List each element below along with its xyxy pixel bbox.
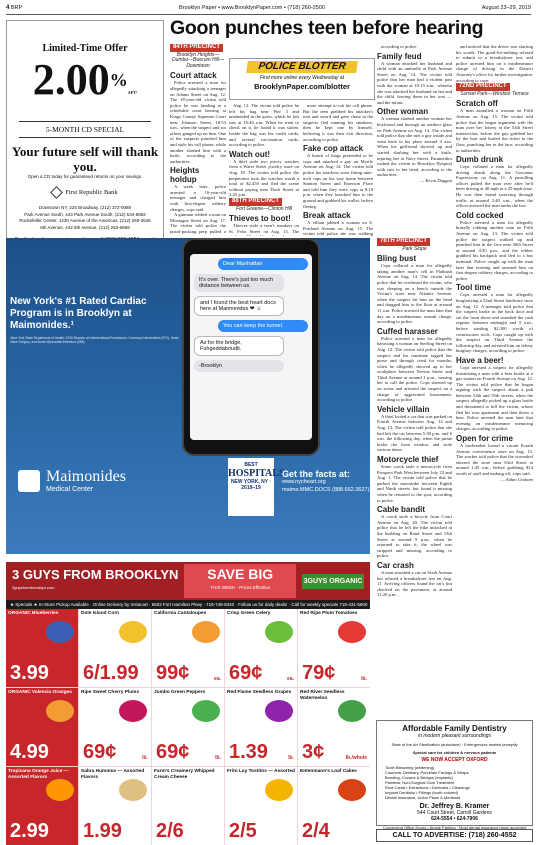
dental-services: [377, 763, 532, 802]
product-price: 2/5: [229, 820, 257, 842]
product-image: [338, 779, 366, 801]
article-text: A gunman robbed a man on Montague Street on Aug. 17. The victim told police the pistol-packing perp pulled a: [170, 212, 226, 235]
product-name: Red Flame Seedless Grapes: [227, 690, 292, 695]
article-text: A thief stole two pricey watches from a Water Street jewelry store on Aug. 18. The victim told police the perpetrator took the watches worth a total of $2,450 and fled the scene without paying near Dock Street at 2:25 p.m.: [229, 158, 299, 198]
article-text: more attempt to rob his cell phone. But the teen grabbed his attacker's iron and sword and gave chase in the suspects fled running his sneakers, then he kept one by himself, believing it was their exit direction, according to police.: [303, 103, 373, 142]
product-price: 79¢: [302, 662, 336, 684]
hospital-headline: New York's #1 Rated Cardiac Program is in Brooklyn at Maimonides.¹: [10, 296, 147, 331]
precinct-area: Park Slope: [402, 245, 427, 252]
hospital-contact[interactable]: Get the facts at: www.nycheart.org maimo.MMC.DOCS (888.662.3627): [282, 469, 370, 493]
blotter-title: POLICE BLOTTER: [246, 61, 358, 73]
offer-label: Limited-Time Offer: [42, 43, 128, 54]
subhead: Car crash: [377, 560, 414, 570]
precinct-area: Brooklyn Heights—Dumbo—Boerum Hill—Downtown: [172, 51, 224, 69]
article-text: A woman slashed another woman her boyfriend and through an outdoor glass on Park Avenue on Aug. 14. The victim told police that she met a guy inside and went back to his place around 4 a.m. When his girlfriend showed up and started slashing her with a knife, injuring her at Navy Street. Paramedics rushed the victim to Brooklyn Hospital with cuts to her head, according to the authorities.: [377, 116, 452, 178]
product-image: [119, 779, 147, 801]
product-name: California Cantaloupes: [154, 611, 207, 616]
product-cell[interactable]: [298, 688, 370, 766]
maimonides-logo-icon: [18, 470, 40, 492]
article-text: A man assaulted a woman on Fifth Avenue on Aug. 15. The victim told police that the bogus argument with the man over her lottery at the 54th Street intersection, before the guy grabbed her by the hair and hurled the ticket to the floor, punching her in the face, according to authorities.: [456, 108, 533, 153]
list-item: Implant Dentistry • Fillings (tooth colored): [385, 790, 458, 795]
organic-logo: 3GUYS ORGANIC: [302, 574, 364, 589]
list-item: Cosmetic Dentistry, Porcelain Facings & Wraps: [385, 770, 469, 775]
hospital-phone: maimo.MMC.DOCS (888.662.3627): [282, 487, 370, 493]
product-cell[interactable]: [298, 609, 370, 687]
grocery-ad[interactable]: [6, 562, 370, 845]
product-price: 4.99: [10, 741, 49, 763]
product-name: Dole Island Corn: [81, 611, 120, 616]
dental-ad[interactable]: [376, 720, 533, 830]
list-item: Root Canal • Extractions • Dentures • Cleanings: [385, 785, 470, 790]
product-cell[interactable]: [79, 688, 151, 766]
product-price: 6/1.99: [83, 662, 139, 684]
chat-bubble: Dear Manhattan: [218, 258, 308, 270]
article-text: Some crook stole a motorcycle from Prospect Park West between July 23 and Aug. 1. The victim told police that he parked the motorbike between Eighth and Ninth streets, but found it missing when he returned to the spot, according to police.: [377, 464, 452, 503]
byline: — Aidan Graham: [500, 476, 533, 482]
paper-website[interactable]: www.BrooklynPaper.com: [221, 5, 283, 11]
product-name: Ripe Sweet Cherry Plums: [81, 690, 140, 695]
product-price: 3¢: [302, 741, 325, 763]
dentist-phone: 624-5554 • 624-7906: [431, 816, 478, 822]
subhead: Vehicle villain: [377, 404, 430, 414]
article-text: A villain jabbed a woman on S. Portland Avenue on Aug. 15. The victim told police she was walking: [303, 220, 373, 236]
product-cell[interactable]: [152, 767, 224, 845]
product-image: [265, 621, 293, 643]
dentist-name: Dr. Jeffrey B. Kramer: [419, 803, 490, 810]
hospital-url[interactable]: www.nycheart.org: [282, 479, 326, 485]
product-image: [46, 621, 74, 643]
article-text: Cops collared a man for allegedly taking another man's cell in Flatbush Avenue on Aug. 14. The victim told police that he overheard the victim, who was sleeping on a bench outside the Victim's store near Atlantic Avenue, when the suspect hit him on the head and dragged him to the floor at around 11 a.m. Police arrested the man later that day on a misdemeanor assault charge, according to police.: [377, 263, 452, 325]
subhead: Fake cop attack: [303, 144, 364, 154]
savings-banner: SAVE BIG THIS WEEK · Prices Effective: [184, 564, 296, 598]
dental-title: Affordable Family Dentistry: [402, 724, 507, 733]
product-price: 69¢: [156, 741, 190, 763]
dental-licensed: State of the Art Sterilization (autoclave) · Emergencies treated promptly: [391, 742, 518, 747]
store-name: 3 GUYS FROM BROOKLYN 3guysfrombrooklyn.com: [12, 567, 179, 590]
dentist-hours: Convenient Office Hours • Ample Parking · Most dental insurance plans accepted: [382, 825, 527, 830]
article-column-6: [456, 44, 533, 716]
phone-graphic: [182, 238, 320, 456]
product-cell[interactable]: [152, 688, 224, 766]
blotter-url[interactable]: BrooklynPaper.com/blotter: [254, 82, 350, 91]
precinct-tag: 72ND PRECINCT: [456, 83, 510, 91]
invite-line: Open a CD today for guaranteed returns on your savings.: [27, 174, 143, 179]
subhead: Thieves to boot!: [229, 214, 291, 224]
product-price: 69¢: [83, 741, 117, 763]
product-name: Tropicana Orange Juice — Assorted Flavors: [8, 769, 69, 780]
product-cell[interactable]: [6, 767, 78, 845]
product-grid: [6, 609, 370, 845]
store-info-bar: ★ Specials ★ In-Store Pickup Available · Online Delivery by Instacart · 6502 Fort Hamilton Pkwy · 718-748-8340 · Follow us for daily deals! · Call for weekly specials 718-431-5600: [6, 600, 370, 609]
article-text: and noticed that the driver was slurring his words. The good-for-nothing refused to submit to a breathalyzer test, and police arrested him on a misdemeanor charge of driving in the District Attorney's office for further investigation, according to cops.: [456, 44, 533, 83]
section-tag: BRP: [10, 5, 23, 11]
rate-value: 2.00%APY¹: [32, 55, 138, 104]
article-text: Cops arrested a man for allegedly burglarizing a 52nd Street hardware store on Aug. 12. A manager told police that the suspect broke in the back door and cut the front doors and smashed the cash register between midnight and 5 a.m., before stealing $2,300 worth of construction tools. Cops caught up with the suspect on Third Avenue the following day, and arrested him on felony burglary charges, according to police.: [456, 292, 533, 354]
product-name: Farm's Creamery Whipped Cream Cheese: [154, 769, 215, 780]
article-text: A crook stole a bicycle from Court Avenue on Aug. 20. The victim told police that he left the bike unlocked at the building on Bond Street and 13th Street at around 9 p.m., when he returned to take it, the wheel was stripped and missing, according to police.: [377, 514, 452, 559]
product-image: [265, 779, 293, 801]
article-text: Police arrested a man for allegedly harassing a woman on Sterling Street on Aug. 12. The victim told police that the suspect and his transbate tagged her purse and through cried for months, when he allegedly showed up to her workplace between Nevins Street and Third Avenue at around 1 p.m., causing her to call the police. Cops showed up on scene and arrested the suspect on a charge of aggravated harassment, according to police.: [377, 335, 452, 403]
product-unit: lb.: [142, 755, 148, 761]
subhead: Watch out!: [229, 149, 271, 159]
product-unit: lb./whole: [345, 755, 367, 761]
blotter-subtitle: Find more online every Wednesday at: [259, 75, 345, 81]
product-name: Frito Lay Tostitos — Assorted: [227, 769, 295, 774]
product-price: 3.99: [10, 662, 49, 684]
subhead: Tool time: [456, 283, 491, 293]
chat-bubble: It's over. There's just too much distance between us.: [194, 274, 284, 292]
product-image: [46, 700, 74, 722]
police-blotter-box[interactable]: [229, 58, 375, 100]
product-cell[interactable]: [79, 767, 151, 845]
subhead: Cable bandit: [377, 505, 426, 515]
product-cell[interactable]: [225, 688, 297, 766]
product-name: Jumbo Green Peppers: [154, 690, 206, 695]
hospital-logo: Maimonides Medical Center: [18, 468, 126, 493]
page-header: 4 BRP Brooklyn Paper • www.BrooklynPaper.com • (718) 260-2500 August 23–29, 2019: [6, 2, 531, 15]
cd-term: 5-MONTH CD SPECIAL: [19, 121, 151, 138]
article-text: A thief looted a car that was parked on Fourth Avenue between Aug. 12 and Aug. 13. The victim told police that she had left the car between 5:30 p.m. and 6 a.m. the following day, when the pirate broke the front window and stole various items.: [377, 413, 452, 453]
product-cell[interactable]: [225, 767, 297, 845]
grocery-header: [6, 562, 370, 600]
chat-bubble: -Brooklyn: [194, 360, 284, 372]
product-name: Red River Seedless Watermelon: [300, 690, 345, 701]
list-item: Bonding, Crowns & Bridges (Implants): [385, 775, 453, 780]
precinct-tag: 78TH PRECINCT: [377, 238, 430, 246]
product-name: ORGANIC Valencia Oranges: [8, 690, 72, 695]
product-unit: 52 oz.: [61, 834, 75, 840]
product-cell[interactable]: [79, 609, 151, 687]
product-cell[interactable]: [298, 767, 370, 845]
precinct-area: Fort Greene—Clinton Hill: [236, 205, 292, 212]
product-image: [338, 621, 366, 643]
dental-insurance: WE NOW ACCEPT OXFORD: [421, 757, 488, 763]
article-column-1: [170, 44, 226, 236]
product-unit: lb.: [288, 755, 294, 761]
subhead: Scratch off: [456, 99, 498, 109]
phone-screen: [190, 254, 312, 440]
article-text: A lawbreaker looted a vacant Fourth Avenue convenience store on Aug. 13. The worker told police that the scoundrel entered the store near 63rd Street at around 1:45 a.m., before grabbing $14 worth of stuff and making off, cops said.: [456, 443, 533, 476]
product-unit: lb.: [215, 755, 221, 761]
main-headline: Goon punches teen before hearing: [170, 17, 484, 39]
article-text: Thieves stole a teen's sneakers on St. Felix Street on Aug. 13. The: [229, 223, 299, 234]
article-text: Aug. 12. The victim told police he left his bag near Pier 3 and unattended in the grass, which he last saw at 10:40 a.m. When he went to check on it, he found it was stolen. Inside the bag was his credit cards, and several vaccination cards, according to police.: [229, 103, 299, 148]
product-image: [192, 779, 220, 801]
article-text: A bunch of thugs pretended to be cops and attacked a guy on Myrtle Avenue on Aug. 14. The victim told police his attackers wore fitting nine-inch caps on his way home between Stanton Street and Emerson Place and told him they were cops at 9:10 p.m. when they knocked him to the ground and grabbed his wallet, before fleeing.: [303, 153, 373, 209]
subhead: Cold cocked: [456, 210, 504, 220]
product-image: [338, 700, 366, 722]
product-image: [119, 621, 147, 643]
product-name: Crisp Green Celery: [227, 611, 271, 616]
article-text: A man smashed a car on Sixth Avenue but refused a breathalyzer test on Aug. 11. Arriving officers found the car's tint checked on the pavement, at around 11:20 p.m.,: [377, 569, 452, 598]
byline: — Kevin Duggan: [420, 177, 452, 183]
article-column-3: [303, 103, 373, 236]
list-item: Dental Insurance, Union Plans & Medicaid: [385, 795, 460, 800]
product-name: Red Ripe Plum Tomatoes: [300, 611, 358, 616]
product-unit: ea.: [68, 676, 75, 682]
product-price: 99¢: [156, 662, 190, 684]
product-unit: ea.: [287, 676, 294, 682]
dental-tagline: in modern pleasant surroundings: [418, 733, 491, 739]
issue-date: August 23–29, 2019: [481, 5, 531, 11]
product-image: [265, 700, 293, 722]
article-text: Cops collared a man for allegedly driving drunk along the Gowanus Expressway on Aug. 11. A patrolling officer pulled the man over after he'd been driving at 40 mph in a 25-mph zone. He was then found swerving through traffic at around 2:40 a.m., when the officer arrested the man under the law.: [456, 164, 533, 209]
subhead: Cuffed harasser: [377, 326, 438, 336]
subhead: Heights holdup: [170, 166, 200, 185]
product-image: [192, 700, 220, 722]
article-text: Police arrested a man for allegedly brutally robbing another man on Fifth Avenue on Aug. 13. The victim told police the suspect walked up and punched him in the face near 50th Street at around 4:30 p.m., and the robber grabbed his backpack and fled to a bus terminal. Police caught up with the man later that evening and arrested him on first-degree robbery charges, according to police.: [456, 219, 533, 281]
product-name: ORGANIC Blueberries: [8, 611, 59, 616]
advertise-banner[interactable]: CALL TO ADVERTISE: (718) 260-4552: [376, 829, 533, 842]
subhead: Court attack: [170, 71, 217, 81]
product-name: Sabra Hummus — Assorted Flavors: [81, 769, 145, 780]
hospital-ad[interactable]: [6, 238, 370, 554]
subhead: Dumb drunk: [456, 155, 504, 165]
list-item: Tooth Bleaching (whitening): [385, 765, 435, 770]
article-text: A week later, police arrested a 16-year-old teenager and charged him with first-degree robbery charges, cops said.: [170, 184, 226, 212]
product-name: Entenmann's Loaf Cakes: [300, 769, 357, 774]
product-unit: ea.: [214, 676, 221, 682]
product-price: 2/4: [302, 820, 330, 842]
article-column-4: [377, 44, 452, 236]
bank-logo: First Republic Bank: [7, 188, 163, 197]
product-image: [192, 621, 220, 643]
list-item: Painless, Non-Surgical Gum Treatment: [385, 780, 455, 785]
subhead: Motorcycle thief: [377, 455, 439, 464]
subhead: Family feud: [377, 51, 422, 61]
article-column-2: [229, 103, 299, 236]
diamond-icon: [50, 186, 63, 199]
article-column-5: [377, 238, 452, 716]
article-text: Cops arrested a suspect for allegedly threatening a man with a beer bottle at a gas station on Fourth Avenue on Aug. 12. The victim told police that he began arguing with the suspect about a pub between 54th and 55th streets, when the suspect allegedly picked up a glass bottle and threatened to kill the victim, whose fled his own apartment and then threw a beer. Police arrested the man later that evening on misdemeanor menacing charges, according to police.: [456, 364, 533, 432]
subhead: Open for crime: [456, 434, 513, 444]
product-price: 1.99: [83, 820, 122, 842]
subhead: Break attack: [303, 211, 351, 221]
article-text: according to police.: [381, 44, 418, 49]
product-price: 2.99: [10, 820, 49, 842]
product-price: 1.39: [229, 741, 268, 763]
subhead: Have a beer!: [456, 355, 504, 365]
product-cell[interactable]: [225, 609, 297, 687]
paper-name: Brooklyn Paper: [178, 5, 217, 11]
chat-bubble: As for the bridge, Fuhgeddaboudit.: [194, 336, 284, 356]
product-cell[interactable]: [6, 688, 78, 766]
article-text: Police arrested a man for allegedly attacking a teenager on Adams Street on Aug. 12. The 18-year-old victim told police he was heading to a scheduled court hearing at Kings County Supreme Court near Johnson Street, 10:53 a.m., when the suspect and six others ganged up on him. One of the suspects punched him and stole his cell phone, while another slashed him with a knife, according to the authorities.: [170, 80, 226, 164]
thanks-line: Your future self will thank you.: [11, 144, 159, 174]
bank-addresses: Downtown NY, 225 Broadway, (212) 372-0088 Park Avenue South, 443 Park Avenue South, (212) 534-8862 Rockefeller Center, 1230 Avenue of the Americas, (212) 259-3626 6th Avenue, 442 6th Avenue, (212) 253-6888: [19, 205, 151, 230]
page-number: 4: [6, 5, 10, 11]
article-text: A woman attacked her husband and child with an umbrella at Park Avenue Street on Aug. 14. The victim told police that her man had a violent past with the woman at 10:15 a.m., wherein she was attacked her husband on her and the child, leaving them in her toes — and the infant.: [377, 60, 452, 105]
product-cell[interactable]: [6, 609, 78, 687]
dentist-address: 544 Court Street, Carroll Gardens: [417, 810, 492, 816]
precinct-tag: 84TH PRECINCT: [170, 44, 223, 52]
product-cell[interactable]: [152, 609, 224, 687]
best-hospitals-badge: BEST HOSPITALS NEW YORK, NY · 2019–19: [228, 458, 274, 516]
paper-phone: (718) 260-2500: [287, 5, 325, 11]
product-unit: lb.: [361, 676, 367, 682]
dental-special: Special care for children & nervous patients: [412, 750, 497, 755]
hospital-fine-print: ¹New York State Department of Health; 2019 Reports on Interventional Procedures: Coronary Interventions (PCI), Heart Valve Surgery, and Acute Myocardial Infarction (AMI): [10, 336, 179, 344]
chat-bubble: and I found the best heart docs here at Maimonides ❤ ☺: [194, 296, 284, 316]
precinct-tag: 88TH PRECINCT: [229, 198, 282, 206]
product-price: 2/6: [156, 820, 184, 842]
subhead: Bling bust: [377, 254, 417, 264]
product-unit: 4 lb. bag: [54, 755, 75, 761]
product-image: [46, 779, 74, 801]
chat-bubble: You can keep the tunnel.: [218, 320, 308, 332]
subhead: Other woman: [377, 107, 429, 117]
precinct-area: Sunset Park—Windsor Terrace: [460, 90, 529, 97]
product-price: 69¢: [229, 662, 263, 684]
product-image: [119, 700, 147, 722]
